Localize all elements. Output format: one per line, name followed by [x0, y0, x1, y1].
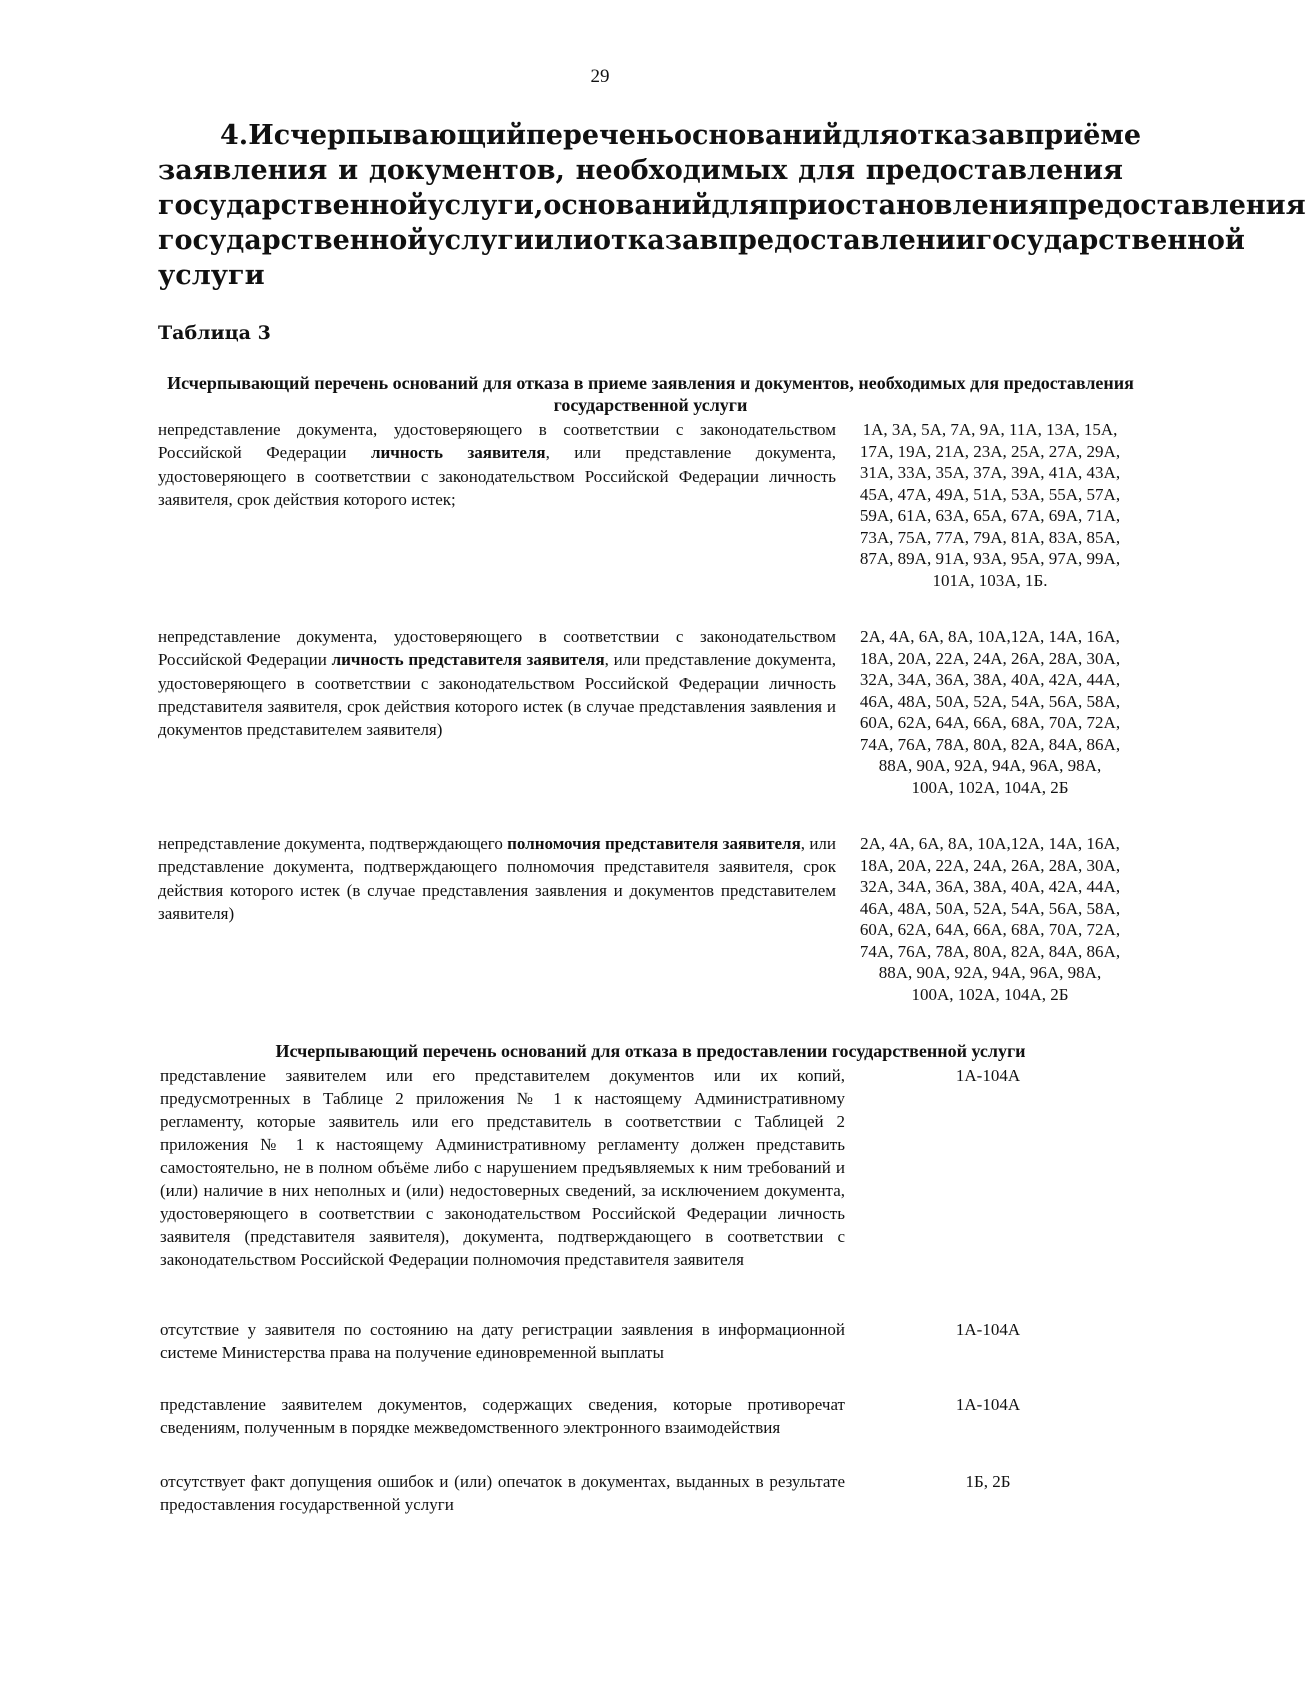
- bold-term: личность заявителя: [370, 443, 546, 463]
- heading-word: и: [338, 155, 359, 186]
- heading-word: документов,: [368, 155, 565, 186]
- row-description: непредставление документа, удостоверяющего в соответствии с законодательством Российской Федерации личность заявителя, или представление документа, удостоверяющего в соответствии с законодательством Российской Федерации личность заявителя, срок действия которого истек;: [158, 420, 836, 509]
- row-codes: 1А, 3А, 5А, 7А, 9А, 11А, 13А, 15А, 17А, 19А, 21А, 23А, 25А, 27А, 29А, 31А, 33А, 35А, 37А, 39А, 41А, 43А, 45А, 47А, 49А, 51А, 53А, 55А, 57А, 59А, 61А, 63А, 65А, 67А, 69А, 71А, 73А, 75А, 77А, 79А, 81А, 83А, 85А, 87А, 89А, 91А, 93А, 95А, 97А, 99А, 101А, 103А, 1Б.: [859, 420, 1121, 590]
- heading-word: услуги: [427, 225, 534, 256]
- row-codes: 1Б, 2Б: [965, 1472, 1011, 1491]
- bold-term: полномочия представителя заявителя: [507, 834, 801, 853]
- section1-title: Исчерпывающий перечень оснований для отказа в приеме заявления и документов, необходимых для предоставления государственной услуги: [167, 373, 1134, 415]
- heading-word: в: [1005, 120, 1025, 151]
- heading-line-3: [158, 188, 1306, 223]
- row-codes: 2А, 4А, 6А, 8А, 10А,12А, 14А, 16А, 18А, 20А, 22А, 24А, 26А, 28А, 30А, 32А, 34А, 36А, 38А, 40А, 42А, 44А, 46А, 48А, 50А, 52А, 54А, 56А, 58А, 60А, 62А, 64А, 66А, 68А, 70А, 72А, 74А, 76А, 78А, 80А, 82А, 84А, 86А, 88А, 90А, 92А, 94А, 96А, 98А, 100А, 102А, 104А, 2Б: [859, 627, 1121, 797]
- heading-word: отказа: [899, 120, 1006, 151]
- heading-line-5: [158, 258, 1123, 293]
- heading-word: приёме: [1024, 120, 1142, 151]
- row-codes: 1А-104А: [955, 1395, 1021, 1414]
- heading-word: услуги: [158, 260, 265, 291]
- row-description: непредставление документа, подтверждающего полномочия представителя заявителя, или представление документа, подтверждающего полномочия представителя заявителя, срок действия которого истек (в случае представления заявления и документов представителем заявителя): [158, 834, 836, 923]
- heading-word: необходимых: [575, 155, 788, 186]
- heading-line-2: [158, 153, 1123, 188]
- row-codes: 2А, 4А, 6А, 8А, 10А,12А, 14А, 16А, 18А, 20А, 22А, 24А, 26А, 28А, 30А, 32А, 34А, 36А, 38А, 40А, 42А, 44А, 46А, 48А, 50А, 52А, 54А, 56А, 58А, 60А, 62А, 64А, 66А, 68А, 70А, 72А, 74А, 76А, 78А, 80А, 82А, 84А, 86А, 88А, 90А, 92А, 94А, 96А, 98А, 100А, 102А, 104А, 2Б: [859, 834, 1121, 1004]
- row-codes: 1А-104А: [955, 1320, 1021, 1339]
- heading-word: для: [711, 190, 769, 221]
- heading-word: государственной: [975, 225, 1245, 256]
- heading-line-1: [158, 118, 1142, 153]
- row-codes: 1А-104А: [955, 1066, 1021, 1085]
- heading-word: предоставления: [865, 155, 1123, 186]
- heading-word: 4.: [220, 120, 249, 151]
- heading-word: оснований: [674, 120, 843, 151]
- bold-term: личность представителя заявителя: [331, 650, 605, 670]
- heading-word: в: [699, 225, 719, 256]
- section2-title: Исчерпывающий перечень оснований для отказа в предоставлении государственной услуги: [275, 1041, 1026, 1061]
- heading-word: приостановления: [768, 190, 1049, 221]
- heading-word: или: [533, 225, 594, 256]
- heading-word: Исчерпывающий: [248, 120, 526, 151]
- heading-word: предоставлении: [718, 225, 976, 256]
- row-description: представление заявителем документов, содержащих сведения, которые противоречат сведениям, полученным в порядке межведомственного электронного взаимодействия: [160, 1395, 845, 1437]
- heading-word: заявления: [158, 155, 328, 186]
- heading-word: предоставления: [1048, 190, 1306, 221]
- row-description: представление заявителем или его представителем документов или их копий, предусмотренных в Таблице 2 приложения № 1 к настоящему Административному регламенту, которые заявитель или его представитель в соответствии с Таблицей 2 приложения № 1 к настоящему Административному регламенту должен представить самостоятельно, не в полном объёме либо с нарушением предъявляемых к ним требований и (или) наличие в них неполных и (или) недостоверных сведений, за исключением документа, удостоверяющего в соответствии с законодательством Российской Федерации личность заявителя (представителя заявителя), документа, подтверждающего в соответствии с законодательством Российской Федерации полномочия представителя заявителя: [160, 1066, 845, 1269]
- section-heading: [158, 118, 1306, 293]
- heading-word: государственной: [158, 190, 428, 221]
- heading-word: услуги,: [427, 190, 544, 221]
- table-label: Таблица 3: [158, 322, 271, 344]
- heading-word: для: [798, 155, 856, 186]
- heading-line-4: [158, 223, 1245, 258]
- row-description: отсутствие у заявителя по состоянию на дату регистрации заявления в информационной системе Министерства права на получение единовременной выплаты: [160, 1320, 845, 1362]
- page-number: 29: [590, 66, 610, 87]
- heading-word: перечень: [526, 120, 675, 151]
- heading-word: для: [842, 120, 900, 151]
- row-description: отсутствует факт допущения ошибок и (или) опечаток в документах, выданных в результате предоставления государственной услуги: [160, 1472, 845, 1514]
- heading-word: государственной: [158, 225, 428, 256]
- row-description: непредставление документа, удостоверяющего в соответствии с законодательством Российской Федерации личность представителя заявителя, или представление документа, удостоверяющего в соответствии с законодательством Российской Федерации личность представителя заявителя, срок действия которого истек (в случае представления заявления и документов представителем заявителя): [158, 627, 836, 740]
- heading-word: отказа: [593, 225, 700, 256]
- heading-word: оснований: [543, 190, 712, 221]
